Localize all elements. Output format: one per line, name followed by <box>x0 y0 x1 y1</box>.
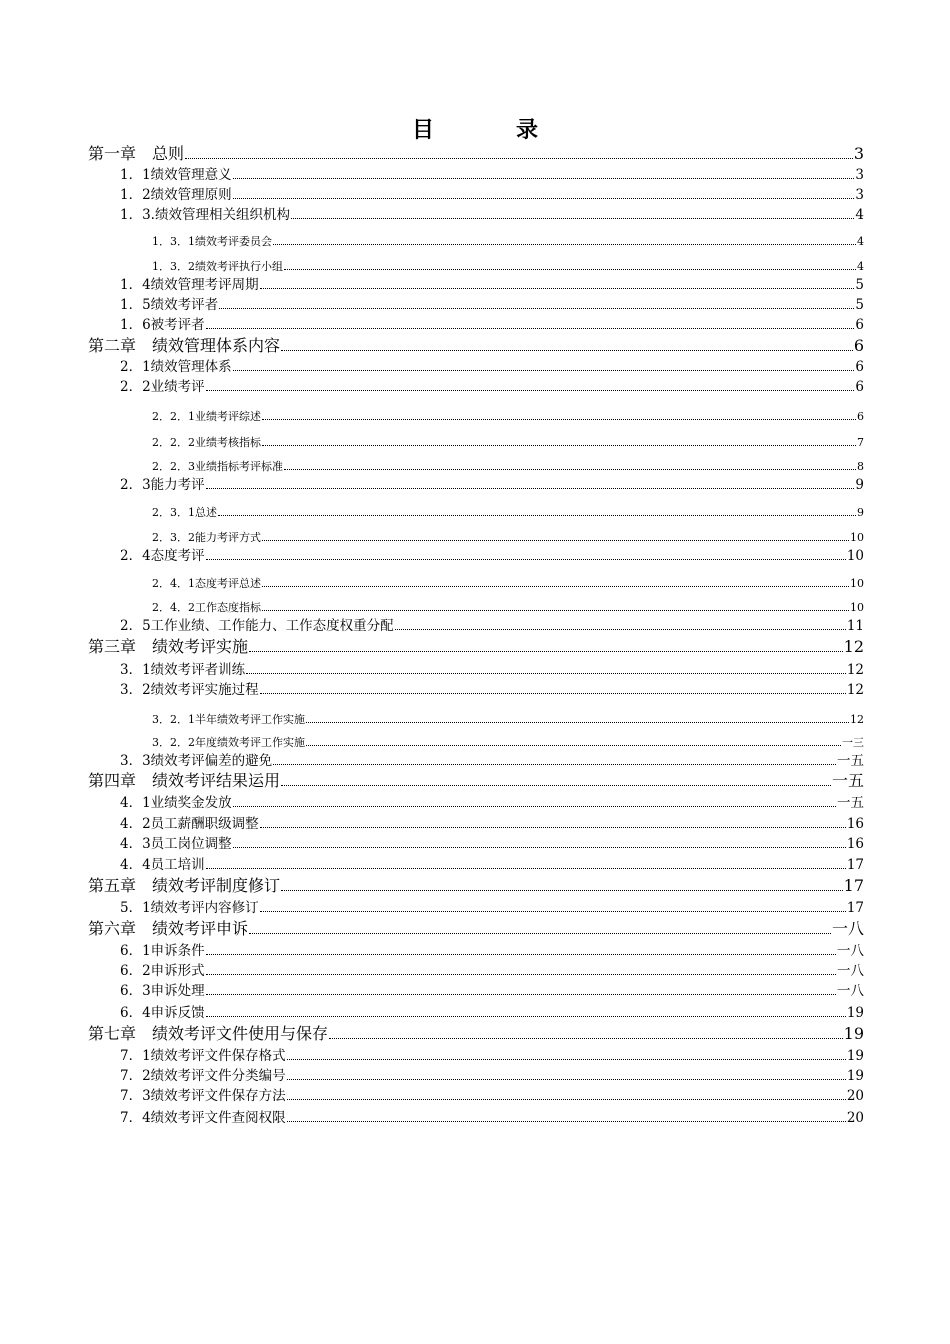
toc-entry-label: 7．2绩效考评文件分类编号 <box>120 1067 286 1084</box>
toc-page-number: 12 <box>846 681 864 698</box>
toc-entry[interactable] <box>152 576 864 589</box>
toc-dot-leader <box>249 651 843 652</box>
toc-entry-label: 2．2．1业绩考评综述 <box>152 410 261 423</box>
toc-entry[interactable] <box>120 1109 864 1125</box>
toc-page-number: 10 <box>850 601 864 614</box>
toc-entry[interactable] <box>88 771 864 789</box>
toc-dot-leader <box>206 559 846 560</box>
toc-dot-leader <box>287 1121 846 1122</box>
toc-dot-leader <box>233 847 846 848</box>
toc-entry[interactable] <box>88 919 864 937</box>
toc-title: 目 录 <box>411 118 568 143</box>
toc-page-number: 5 <box>855 276 864 293</box>
toc-page-number: 16 <box>846 815 864 832</box>
toc-entry-label: 第六章 绩效考评申诉 <box>88 919 249 938</box>
toc-page-number: 20 <box>846 1087 864 1104</box>
toc-entry[interactable] <box>152 459 864 472</box>
toc-page-number: 6 <box>853 336 864 355</box>
toc-entry-label: 1．4绩效管理考评周期 <box>120 276 259 293</box>
toc-page-number: 10 <box>850 531 864 544</box>
toc-entry-label: 第四章 绩效考评结果运用 <box>88 771 281 790</box>
toc-page-number: 一八 <box>837 962 864 979</box>
toc-page-number: 19 <box>846 1067 864 1084</box>
toc-entry[interactable] <box>120 856 864 872</box>
toc-entry-label: 1．3.绩效管理相关组织机构 <box>120 206 290 223</box>
toc-page-number: 19 <box>846 1004 864 1021</box>
toc-entry-label: 4．2员工薪酬职级调整 <box>120 815 259 832</box>
toc-page-number: 10 <box>850 577 864 590</box>
toc-page-number: 4 <box>857 260 864 273</box>
toc-entry[interactable] <box>120 186 864 202</box>
toc-dot-leader <box>281 890 843 891</box>
toc-entry-label: 3．2．1半年绩效考评工作实施 <box>152 713 305 726</box>
toc-page-number: 12 <box>846 661 864 678</box>
toc-page-number: 4 <box>857 235 864 248</box>
toc-entry-label: 1．6被考评者 <box>120 316 205 333</box>
toc-page-number: 17 <box>843 876 864 895</box>
toc-entry[interactable] <box>88 637 864 655</box>
toc-entry-label: 第一章 总则 <box>88 144 185 163</box>
toc-page-number: 一八 <box>837 942 864 959</box>
toc-dot-leader <box>306 722 849 723</box>
toc-page-number: 6 <box>855 358 864 375</box>
toc-page-number: 8 <box>857 460 864 473</box>
toc-entry[interactable] <box>152 505 864 518</box>
toc-entry[interactable] <box>88 876 864 894</box>
toc-entry[interactable] <box>152 735 864 748</box>
toc-entry-label: 1．2绩效管理原则 <box>120 186 232 203</box>
toc-page-number: 6 <box>855 316 864 333</box>
toc-dot-leader <box>281 350 853 351</box>
toc-entry[interactable] <box>120 617 864 633</box>
toc-page-number: 11 <box>846 617 864 634</box>
toc-page-number: 6 <box>857 410 864 423</box>
toc-entry[interactable] <box>120 378 864 394</box>
toc-page-number: 4 <box>855 206 864 223</box>
toc-entry-label: 3．2绩效考评实施过程 <box>120 681 259 698</box>
toc-entry-label: 3．2．2年度绩效考评工作实施 <box>152 736 305 749</box>
toc-entry[interactable] <box>120 1087 864 1103</box>
toc-entry[interactable] <box>88 336 864 354</box>
toc-dot-leader <box>287 1059 846 1060</box>
toc-page-number: 7 <box>857 436 864 449</box>
toc-entry-label: 3．1绩效考评者训练 <box>120 661 246 678</box>
toc-page-number: 3 <box>855 186 864 203</box>
toc-entry[interactable] <box>120 1047 864 1063</box>
toc-page-number: 一八 <box>831 919 864 938</box>
toc-page-number: 6 <box>855 378 864 395</box>
toc-entry[interactable] <box>120 942 864 958</box>
toc-entry-label: 1．3．2绩效考评执行小组 <box>152 260 283 273</box>
toc-entry-label: 5．1绩效考评内容修订 <box>120 899 259 916</box>
toc-entry-label: 2．4态度考评 <box>120 547 205 564</box>
toc-dot-leader <box>262 586 849 587</box>
toc-entry[interactable] <box>120 296 864 312</box>
toc-entry[interactable] <box>120 1067 864 1083</box>
toc-dot-leader <box>281 785 831 786</box>
toc-page-number: 一八 <box>837 982 864 999</box>
toc-entry[interactable] <box>152 600 864 613</box>
toc-entry-label: 2．3能力考评 <box>120 476 205 493</box>
toc-entry-label: 2．2．3业绩指标考评标准 <box>152 460 283 473</box>
toc-dot-leader <box>260 911 846 912</box>
toc-dot-leader <box>206 1016 846 1017</box>
toc-entry-label: 3．3绩效考评偏差的避免 <box>120 752 273 769</box>
toc-entry-label: 7．1绩效考评文件保存格式 <box>120 1047 286 1064</box>
toc-page-number: 9 <box>855 476 864 493</box>
toc-entry-label: 2．2业绩考评 <box>120 378 205 395</box>
toc-entry[interactable] <box>152 712 864 725</box>
toc-entry-label: 4．3员工岗位调整 <box>120 835 232 852</box>
toc-page-number: 16 <box>846 835 864 852</box>
toc-page-number: 17 <box>846 856 864 873</box>
toc-entry-label: 第七章 绩效考评文件使用与保存 <box>88 1024 329 1043</box>
toc-entry[interactable] <box>120 815 864 831</box>
toc-dot-leader <box>249 933 831 934</box>
toc-dot-leader <box>246 673 846 674</box>
toc-entry[interactable] <box>120 982 864 998</box>
toc-page-number: 10 <box>846 547 864 564</box>
toc-page-number: 一五 <box>837 752 864 769</box>
toc-entry-label: 6．3申诉处理 <box>120 982 205 999</box>
toc-dot-leader <box>206 868 846 869</box>
toc-page-number: 20 <box>846 1109 864 1126</box>
toc-dot-leader <box>284 269 856 270</box>
toc-entry-label: 2．5工作业绩、工作能力、工作态度权重分配 <box>120 617 394 634</box>
toc-dot-leader <box>329 1038 843 1039</box>
toc-dot-leader <box>206 390 855 391</box>
toc-entry-label: 7．4绩效考评文件查阅权限 <box>120 1109 286 1126</box>
toc-entry-label: 6．2申诉形式 <box>120 962 205 979</box>
toc-dot-leader <box>233 806 836 807</box>
toc-dot-leader <box>233 198 855 199</box>
toc-page-number: 3 <box>855 166 864 183</box>
toc-entry-label: 第二章 绩效管理体系内容 <box>88 336 281 355</box>
toc-entry-label: 4．4员工培训 <box>120 856 205 873</box>
toc-entry[interactable] <box>152 530 864 543</box>
toc-entry-label: 1．5绩效考评者 <box>120 296 219 313</box>
toc-entry-label: 1．3．1绩效考评委员会 <box>152 235 272 248</box>
toc-dot-leader <box>395 629 846 630</box>
toc-dot-leader <box>206 954 836 955</box>
toc-dot-leader <box>206 994 836 995</box>
toc-page-number: 一五 <box>831 771 864 790</box>
toc-dot-leader <box>262 419 856 420</box>
toc-dot-leader <box>206 488 855 489</box>
toc-page-number: 5 <box>855 296 864 313</box>
toc-entry[interactable] <box>120 547 864 563</box>
toc-dot-leader <box>287 1079 846 1080</box>
toc-entry-label: 4．1业绩奖金发放 <box>120 794 232 811</box>
toc-entry[interactable] <box>120 899 864 915</box>
toc-dot-leader <box>219 308 854 309</box>
toc-dot-leader <box>233 178 855 179</box>
toc-dot-leader <box>262 610 849 611</box>
toc-entry[interactable] <box>120 358 864 374</box>
toc-entry-label: 6．4申诉反馈 <box>120 1004 205 1021</box>
toc-entry[interactable] <box>120 681 864 697</box>
toc-dot-leader <box>185 158 853 159</box>
toc-entry-label: 2．2．2业绩考核指标 <box>152 436 261 449</box>
toc-entry[interactable] <box>120 1004 864 1020</box>
toc-dot-leader <box>218 515 856 516</box>
toc-entry[interactable] <box>120 276 864 292</box>
toc-page-number: 3 <box>853 144 864 163</box>
toc-entry-label: 第五章 绩效考评制度修订 <box>88 876 281 895</box>
toc-dot-leader <box>260 288 855 289</box>
toc-entry[interactable] <box>120 794 864 810</box>
toc-entry-label: 7．3绩效考评文件保存方法 <box>120 1087 286 1104</box>
toc-entry-label: 2．1绩效管理体系 <box>120 358 232 375</box>
toc-entry-label: 1．1绩效管理意义 <box>120 166 232 183</box>
toc-entry-label: 第三章 绩效考评实施 <box>88 637 249 656</box>
toc-page-number: 12 <box>850 713 864 726</box>
toc-entry-label: 2．4．1态度考评总述 <box>152 577 261 590</box>
toc-dot-leader <box>306 745 841 746</box>
toc-page-number: 19 <box>843 1024 864 1043</box>
toc-dot-leader <box>262 540 849 541</box>
toc-dot-leader <box>273 244 856 245</box>
toc-entry-label: 2．4．2工作态度指标 <box>152 601 261 614</box>
toc-page-number: 17 <box>846 899 864 916</box>
toc-dot-leader <box>260 693 846 694</box>
toc-entry[interactable] <box>88 144 864 162</box>
toc-entry-label: 6．1申诉条件 <box>120 942 205 959</box>
toc-page-number: 12 <box>843 637 864 656</box>
toc-entry[interactable] <box>120 316 864 332</box>
toc-entry[interactable] <box>120 166 864 182</box>
toc-dot-leader <box>287 1099 846 1100</box>
toc-entry[interactable] <box>120 962 864 978</box>
toc-entry-label: 2．3．2能力考评方式 <box>152 531 261 544</box>
toc-dot-leader <box>260 827 846 828</box>
toc-page-number: 9 <box>857 506 864 519</box>
toc-entry-label: 2．3．1总述 <box>152 506 217 519</box>
toc-entry[interactable] <box>152 259 864 272</box>
toc-dot-leader <box>273 764 836 765</box>
toc-dot-leader <box>291 218 854 219</box>
toc-entry[interactable] <box>120 752 864 768</box>
toc-entry[interactable] <box>152 409 864 422</box>
toc-dot-leader <box>262 445 856 446</box>
toc-entry[interactable] <box>120 661 864 677</box>
toc-entry[interactable] <box>120 835 864 851</box>
toc-entry[interactable] <box>120 476 864 492</box>
toc-page-number: 19 <box>846 1047 864 1064</box>
toc-dot-leader <box>206 974 836 975</box>
toc-entry[interactable] <box>88 1024 864 1042</box>
toc-dot-leader <box>206 328 855 329</box>
toc-dot-leader <box>284 469 856 470</box>
toc-entry[interactable] <box>152 435 864 448</box>
toc-page-number: 一三 <box>842 736 864 749</box>
toc-entry[interactable] <box>120 206 864 222</box>
toc-entry[interactable] <box>152 234 864 247</box>
toc-page-number: 一五 <box>837 794 864 811</box>
toc-dot-leader <box>233 370 855 371</box>
